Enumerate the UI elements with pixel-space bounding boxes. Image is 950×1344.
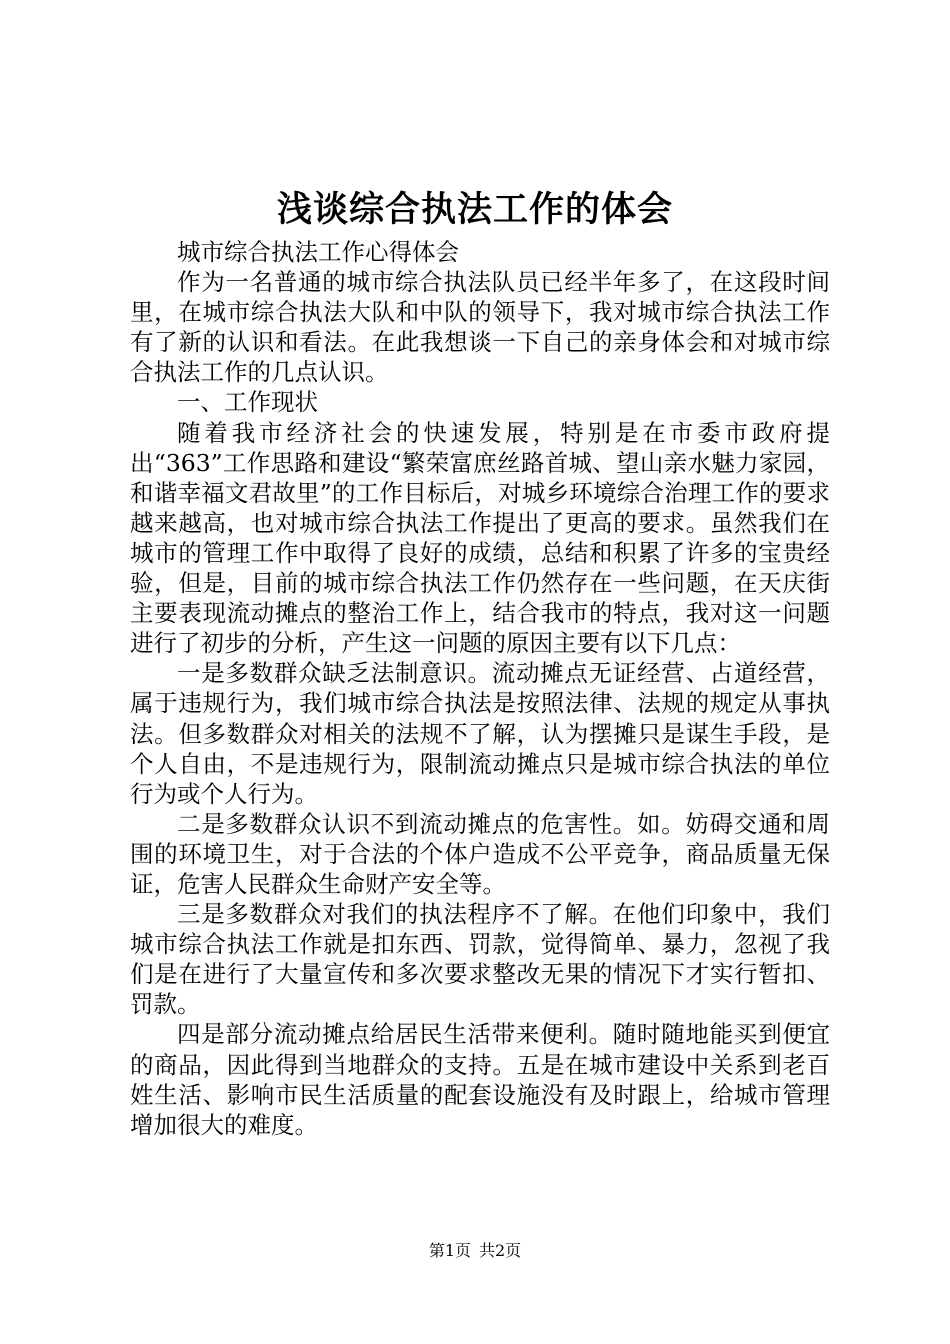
paragraph-point-two: 二是多数群众认识不到流动摊点的危害性。如。妨碍交通和周围的环境卫生，对于合法的个体户造成不公平竞争，商品质量无保证，危害人民群众生命财产安全等。 [130,809,830,898]
paragraph-subtitle: 城市综合执法工作心得体会 [177,238,459,266]
page-footer [0,1240,950,1262]
page-total: 共2页 [479,1241,522,1260]
paragraph-point-four: 四是部分流动摊点给居民生活带来便利。随时随地能买到便宜的商品，因此得到当地群众的支持。五是在城市建设中关系到老百姓生活、影响市民生活质量的配套设施没有及时跟上，给城市管理增加很大的难度。 [130,1020,830,1139]
paragraph-status: 随着我市经济社会的快速发展，特别是在市委市政府提出“363”工作思路和建设“繁荣富庶丝路首城、望山亲水魅力家园，和谐幸福文君故里”的工作目标后，对城乡环境综合治理工作的要求越来越高，也对城市综合执法工作提出了更高的要求。虽然我们在城市的管理工作中取得了良好的成绩，总结和积累了许多的宝贵经验，但是，目前的城市综合执法工作仍然存在一些问题，在天庆街主要表现流动摊点的整治工作上，结合我市的特点，我对这一问题进行了初步的分析，产生这一问题的原因主要有以下几点： [130,418,830,658]
document-title: 浅谈综合执法工作的体会 [276,189,673,230]
page-number: 第1页 [428,1241,471,1260]
paragraph-intro: 作为一名普通的城市综合执法队员已经半年多了，在这段时间里，在城市综合执法大队和中队的领导下，我对城市综合执法工作有了新的认识和看法。在此我想谈一下自己的亲身体会和对城市综合执法工作的几点认识。 [130,268,830,387]
section-heading-status: 一、工作现状 [177,388,318,417]
paragraph-point-one: 一是多数群众缺乏法制意识。流动摊点无证经营、占道经营，属于违规行为，我们城市综合执法是按照法律、法规的规定从事执法。但多数群众对相关的法规不了解，认为摆摊只是谋生手段，是个人自由，不是违规行为，限制流动摊点只是城市综合执法的单位行为或个人行为。 [130,659,830,808]
paragraph-point-three: 三是多数群众对我们的执法程序不了解。在他们印象中，我们城市综合执法工作就是扣东西、罚款，觉得简单、暴力，忽视了我们是在进行了大量宣传和多次要求整改无果的情况下才实行暂扣、罚款。 [130,900,830,1019]
document-body [130,237,830,1140]
